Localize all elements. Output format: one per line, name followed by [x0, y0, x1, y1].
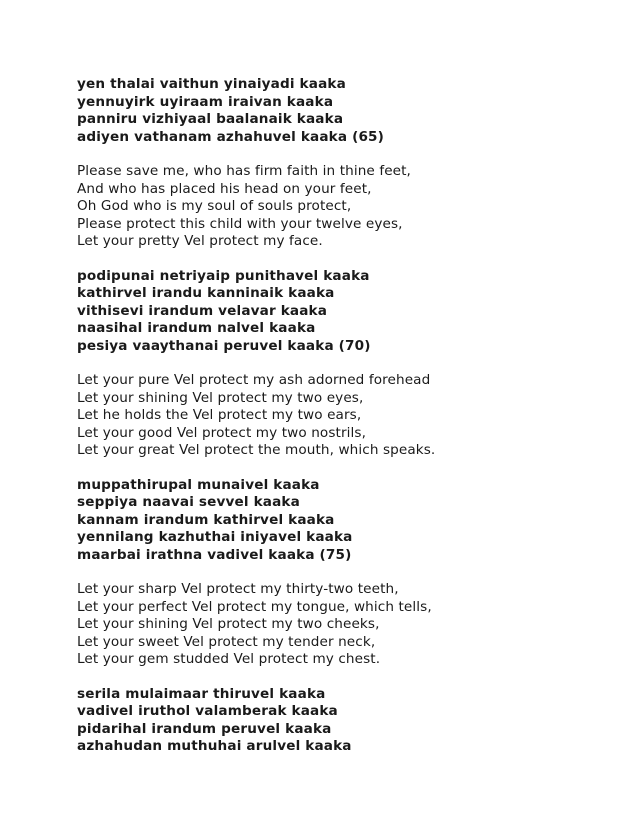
verse-line: maarbai irathna vadivel kaaka (75)	[77, 546, 352, 563]
translation-line: Let your sweet Vel protect my tender neck,	[77, 633, 376, 650]
translation-line: Let your great Vel protect the mouth, which speaks.	[77, 442, 436, 458]
translation-line: Let your shining Vel protect my two eyes,	[77, 389, 364, 406]
verse-line: vadivel iruthol valamberak kaaka	[77, 703, 338, 719]
verse-line: kannam irandum kathirvel kaaka	[77, 511, 335, 528]
stanza-tamil-2	[77, 268, 617, 356]
stanza-translation-3	[77, 581, 617, 669]
stanza-tamil-1	[77, 76, 617, 146]
verse-line: serila mulaimaar thiruvel kaaka	[77, 685, 326, 702]
translation-line: Let your perfect Vel protect my tongue, which tells,	[77, 598, 432, 615]
verse-line: podipunai netriyaip punithavel kaaka	[77, 267, 370, 284]
translation-line: Let your good Vel protect my two nostrils,	[77, 424, 366, 441]
verse-line: pesiya vaaythanai peruvel kaaka (70)	[77, 337, 371, 354]
verse-line: naasihal irandum nalvel kaaka	[77, 320, 316, 336]
verse-line: yennuyirk uyiraam iraivan kaaka	[77, 93, 334, 110]
verse-line: azhahudan muthuhai arulvel kaaka	[77, 738, 352, 754]
verse-line: vithisevi irandum velavar kaaka	[77, 302, 328, 319]
verse-line: panniru vizhiyaal baalanaik kaaka	[77, 111, 344, 127]
verse-line: seppiya naavai sevvel kaaka	[77, 494, 300, 510]
document-page	[77, 76, 617, 773]
translation-line: Please protect this child with your twelve eyes,	[77, 215, 403, 232]
stanza-translation-2	[77, 372, 617, 460]
translation-line: Oh God who is my soul of souls protect,	[77, 198, 352, 214]
stanza-tamil-4	[77, 686, 617, 756]
verse-line: kathirvel irandu kanninaik kaaka	[77, 285, 335, 301]
verse-line: muppathirupal munaivel kaaka	[77, 476, 320, 493]
translation-line: Let your gem studded Vel protect my chest.	[77, 651, 381, 667]
translation-line: And who has placed his head on your feet,	[77, 180, 372, 197]
stanza-translation-1	[77, 163, 617, 251]
translation-line: Let your sharp Vel protect my thirty-two teeth,	[77, 581, 399, 597]
verse-line: yen thalai vaithun yinaiyadi kaaka	[77, 76, 346, 92]
translation-line: Let your shining Vel protect my two cheeks,	[77, 616, 380, 632]
translation-line: Let he holds the Vel protect my two ears,	[77, 407, 362, 423]
translation-line: Let your pretty Vel protect my face.	[77, 233, 323, 249]
verse-line: pidarihal irandum peruvel kaaka	[77, 720, 332, 737]
verse-line: adiyen vathanam azhahuvel kaaka (65)	[77, 128, 385, 145]
stanza-tamil-3	[77, 477, 617, 565]
translation-line: Please save me, who has firm faith in thine feet,	[77, 163, 411, 179]
verse-line: yennilang kazhuthai iniyavel kaaka	[77, 529, 353, 545]
translation-line: Let your pure Vel protect my ash adorned forehead	[77, 372, 431, 388]
